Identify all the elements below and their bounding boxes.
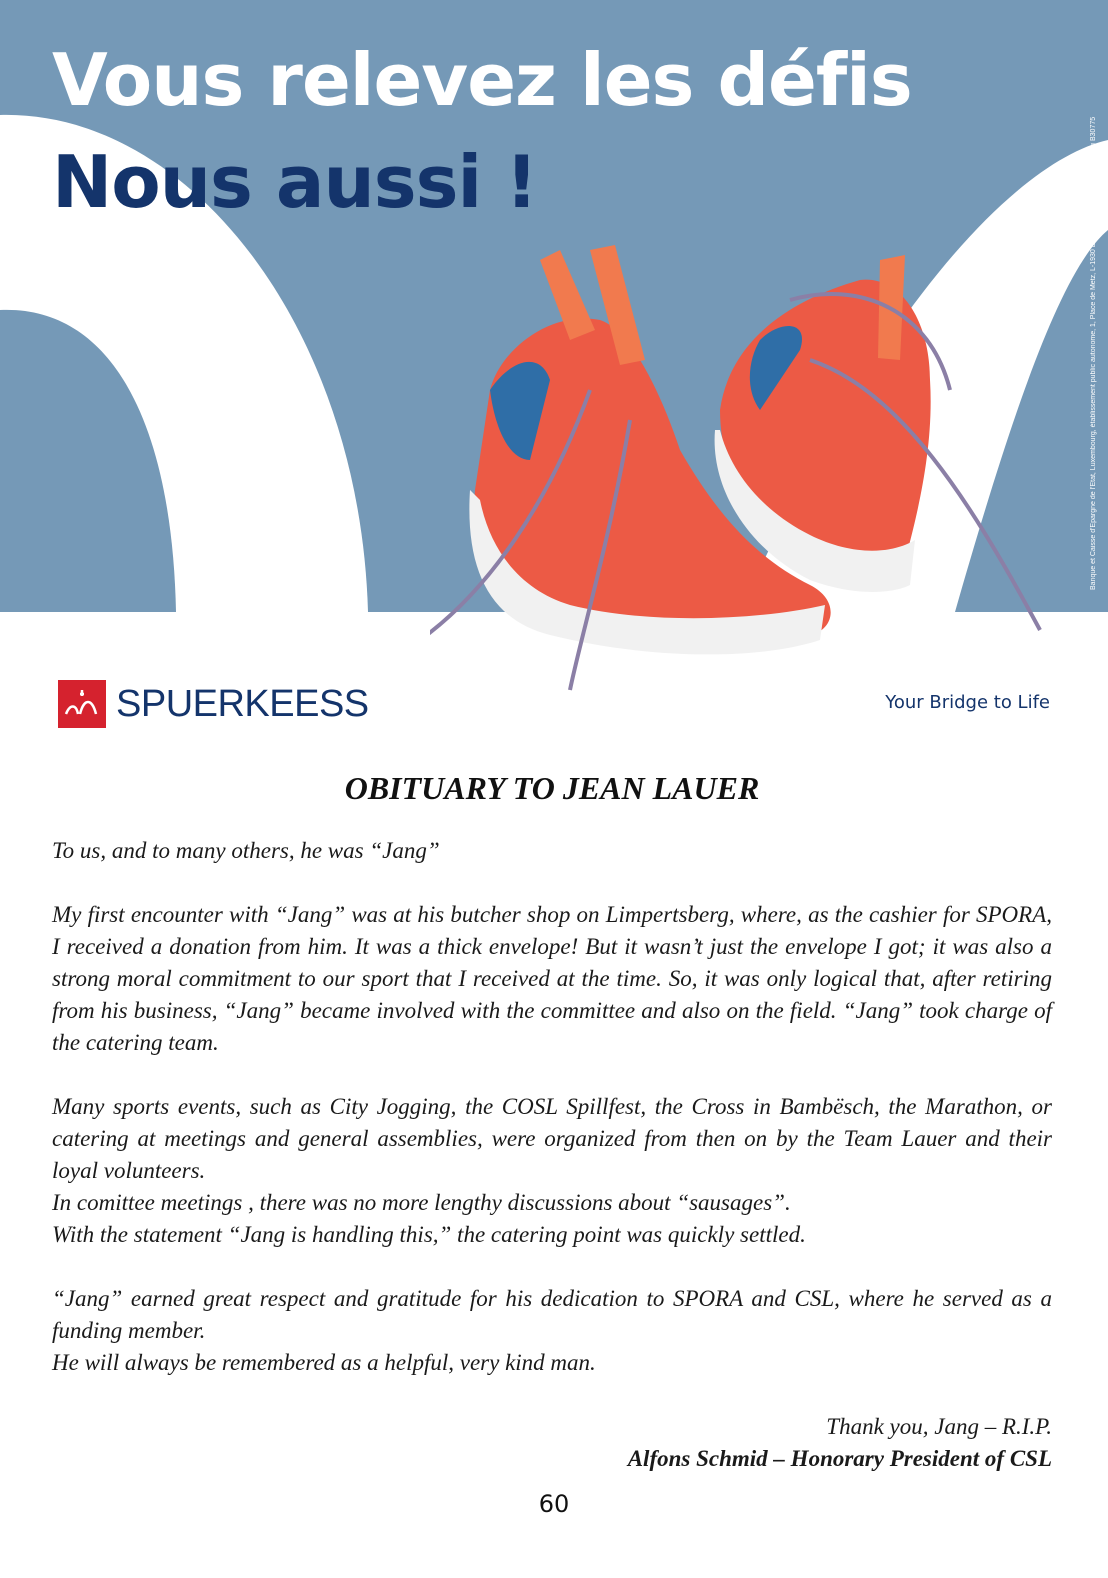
spuerkeess-logo xyxy=(58,680,369,728)
page-number: 60 xyxy=(538,1490,570,1518)
article-paragraph: He will always be remembered as a helpful, very kind man. xyxy=(52,1350,596,1375)
article-intro: To us, and to many others, he was “Jang” xyxy=(52,838,440,863)
article-paragraph: Many sports events, such as City Jogging, the COSL Spillfest, the Cross in Bambësch, the Marathon, or catering at meetings and general assemblies, were organized from then on by the Team Lauer and their loyal volunteers. xyxy=(52,1094,1052,1183)
running-shoes-image xyxy=(430,240,1070,700)
legal-notice: Banque et Caisse d'Epargne de l'Etat, Luxembourg, établissement public autonome, 1, Place de Metz, L-1930 Luxembourg, R.C.S. Luxembourg B30775 xyxy=(1090,116,1097,590)
bridge-icon xyxy=(58,680,106,728)
article-paragraph: My first encounter with “Jang” was at his butcher shop on Limpertsberg, where, as the cashier for SPORA, I received a donation from him. It was a thick envelope! But it wasn’t just the envelope I got; it was also a strong moral commitment to our sport that I received at the time. So, it was only logical that, after retiring from his business, “Jang” became involved with the committee and also on the field. “Jang” took charge of the catering team. xyxy=(52,902,1052,1055)
ad-headline-secondary: Nous aussi ! xyxy=(52,140,538,224)
article-paragraph: In comittee meetings , there was no more lengthy discussions about “sausages”. xyxy=(52,1190,791,1215)
brand-tagline: Your Bridge to Life xyxy=(885,692,1050,713)
advertisement xyxy=(0,0,1108,760)
article-title: OBITUARY TO JEAN LAUER xyxy=(344,770,760,806)
closing-thanks: Thank you, Jang – R.I.P. xyxy=(826,1414,1052,1439)
ad-headline-primary: Vous relevez les défis xyxy=(52,38,912,122)
article-paragraph: With the statement “Jang is handling this,” the catering point was quickly settled. xyxy=(52,1222,806,1247)
author-signature: Alfons Schmid – Honorary President of CSL xyxy=(627,1446,1052,1471)
article-paragraph: “Jang” earned great respect and gratitude for his dedication to SPORA and CSL, where he served as a funding member. xyxy=(52,1286,1052,1343)
brand-name: SPUERKEESS xyxy=(116,682,369,725)
obituary-article xyxy=(52,770,1052,1475)
